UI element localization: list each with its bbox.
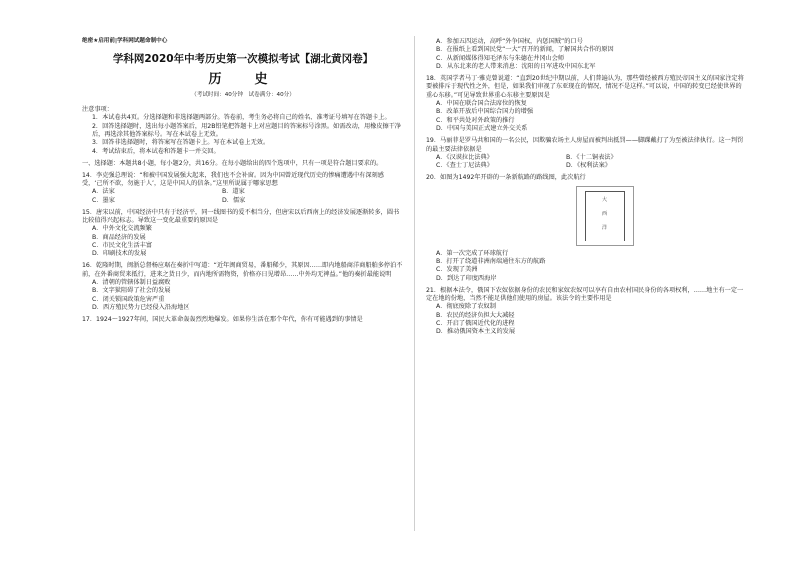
option: C．从新闻媒体得知毛泽东与朱德在井冈山会师: [436, 54, 565, 62]
option: A．法家: [92, 188, 115, 196]
option: C．市民文化生活丰富: [92, 241, 153, 249]
left-column: [82, 38, 404, 324]
notes-item: 3．回答非选择题时，将答案写在答题卡上。写在本试卷上无效。: [92, 139, 270, 147]
question-16-stem: 16．乾隆时期，闽浙总督杨应琚在奏折中写道：“近年闽商贸易，番船稀少，其原因……即内地船商洋商船舶多停泊不前，在外番商贸来抵行，进来之货日少，而内地所需物资，价格亦日见增昂……中外均无裨益。”他的奏折最能说明: [82, 262, 403, 278]
question-19-options: [436, 162, 744, 170]
map-label: 洋: [602, 224, 608, 231]
notes-item: 2．回答选择题时，选出每小题答案后，用2B铅笔把答题卡上对应题目的答案标号涂黑。如需改动，用橡皮擦干净后，再选涂其他答案标号。写在本试卷上无效。: [92, 122, 402, 138]
option: B．文字狱阻碍了社会的发展: [92, 287, 171, 295]
question-21-stem: 21．根据本法令，俄国下农奴依据身份的农民和家奴农奴可以享有自由农村国民身份的各项权利，……地主有一定一定在地的份地，当然不能足供他们使用的房屋。该法令的主要作用是: [426, 286, 744, 302]
option: D．推动俄国资本主义的发展: [436, 328, 516, 336]
option: C．闭关锁国政策危害严重: [92, 295, 165, 303]
route-map: [576, 186, 634, 246]
exam-title: 学科网2020年中考历史第一次模拟考试【湖北黄冈卷】: [112, 52, 374, 65]
question-14-options: [92, 188, 404, 196]
option: D．到达了印度西海岸: [436, 274, 497, 282]
right-column: [426, 38, 744, 337]
option: D．从东北来的老人带来消息：沈阳的日军进攻中国东北军: [436, 63, 596, 71]
option: A．《汉谟拉比法典》: [436, 153, 493, 161]
exam-info: （考试时间：40分钟 试卷满分：40分）: [191, 92, 295, 99]
route-line: [624, 191, 625, 241]
option: B．在报纸上看到国民党“一大”召开的新闻，了解国共合作的原因: [436, 46, 614, 54]
option: C．发现了美洲: [436, 266, 478, 274]
notes-item: 1．本试卷共4页。分选择题和非选择题两部分。答卷前，考生务必将自己的姓名、准考证号填写在答题卡上。: [92, 114, 391, 122]
option: B．农民的经济负担大大减轻: [436, 311, 515, 319]
subject-title: 历 史: [208, 71, 278, 87]
option: D．西方殖民势力已经侵入沿海地区: [92, 304, 190, 312]
question-14-options: [92, 197, 404, 205]
option: A．中外文化交流频繁: [92, 225, 152, 233]
question-20-stem: 20．如图为1492年开辟的一条新航路的路线图，此次航行: [426, 174, 586, 182]
question-18-stem: 18．英国学者马丁·雅克曾说道：“直到20世纪中期以前，人们普遍认为，那些曾经被西方殖民帝国主义的国家注定将要被排斥于现代性之外，但是，如果我们审视了东亚现在的情况，情况不是这样。”可以说，中国的转变已经使世界的重心东移。”可见导致世界重心东移主要原因是: [426, 75, 744, 99]
option: A．清朝的管辖体制日益腐败: [92, 279, 171, 287]
option: A．彻底废除了农奴制: [436, 303, 496, 311]
option: C．《查士丁尼法典》: [436, 162, 493, 170]
map-label: 大: [602, 196, 608, 203]
question-17-stem: 17．1924～1927年间，国民大革命轰轰烈烈地爆发。如果你生活在那个年代，你有可能遇到的事情是: [82, 316, 363, 324]
option: D．印刷技术的发展: [92, 250, 147, 258]
question-19-stem: 19．马丽菲是罗马共和国的一名公民，因欺骗农场主人房屋而被判出抵罚——脚踝戴打了为至被法律执行。这一判罚的最主要法律依据是: [426, 137, 744, 153]
map-label: 西: [602, 210, 608, 217]
question-14-stem: 14．李克强总理说：“和被中国发展强大起来，我们也不会补窗。因为中国曾近现代历史的惨痛遭遇中有深刻感受，‘己所不欲，勿施于人’，这是中国人的信条。”这里所说属于哪家思想: [82, 171, 384, 187]
option: B．《十二铜表法》: [566, 153, 617, 161]
option: A．第一次完成了环球航行: [436, 249, 509, 257]
option: B．改革开放后中国综合国力的增强: [436, 108, 534, 116]
option: D．中国与美国正式建立外交关系: [436, 125, 528, 133]
option: B．打开了绕道非洲南端通往东方的航路: [436, 257, 546, 265]
route-line: [585, 191, 625, 192]
option: A．参加五四运动，高呼“外争国权，内惩国贼”的口号: [436, 38, 583, 45]
notes-item: 4．考试结束后，将本试卷和答题卡一并交回。: [92, 147, 220, 155]
option: D．儒家: [222, 196, 246, 204]
route-line: [585, 191, 586, 241]
question-19-options: [436, 154, 744, 162]
section-heading: 一、选择题：本题共8小题，每小题2分，共16分。在每小题给出的四个选项中，只有一项是符合题目要求的。: [82, 159, 383, 167]
column-divider: [414, 36, 415, 531]
option: C．开启了俄国近代化的进程: [436, 320, 515, 327]
option: B．商品经济的发展: [92, 233, 146, 241]
option: B．道家: [222, 188, 245, 196]
option: C．和平共处对外政策的推行: [436, 116, 515, 124]
notes-heading: 注意事项：: [82, 105, 113, 113]
option: C．墨家: [92, 196, 115, 204]
option: A．中国在联合国合法席位的恢复: [436, 100, 527, 108]
secret-banner: 绝密★启用前|学科网试题命制中心: [82, 38, 168, 44]
option: D．《权利法案》: [566, 162, 611, 170]
question-15-stem: 15．唐宋以前，中国经济中只有于经济平，同一线图书的爱不相当分，但唐宋以后西南上的经济发展逐渐转多，圆书比较值得兴起标志。导致这一变化最重要的原因是: [82, 208, 400, 224]
